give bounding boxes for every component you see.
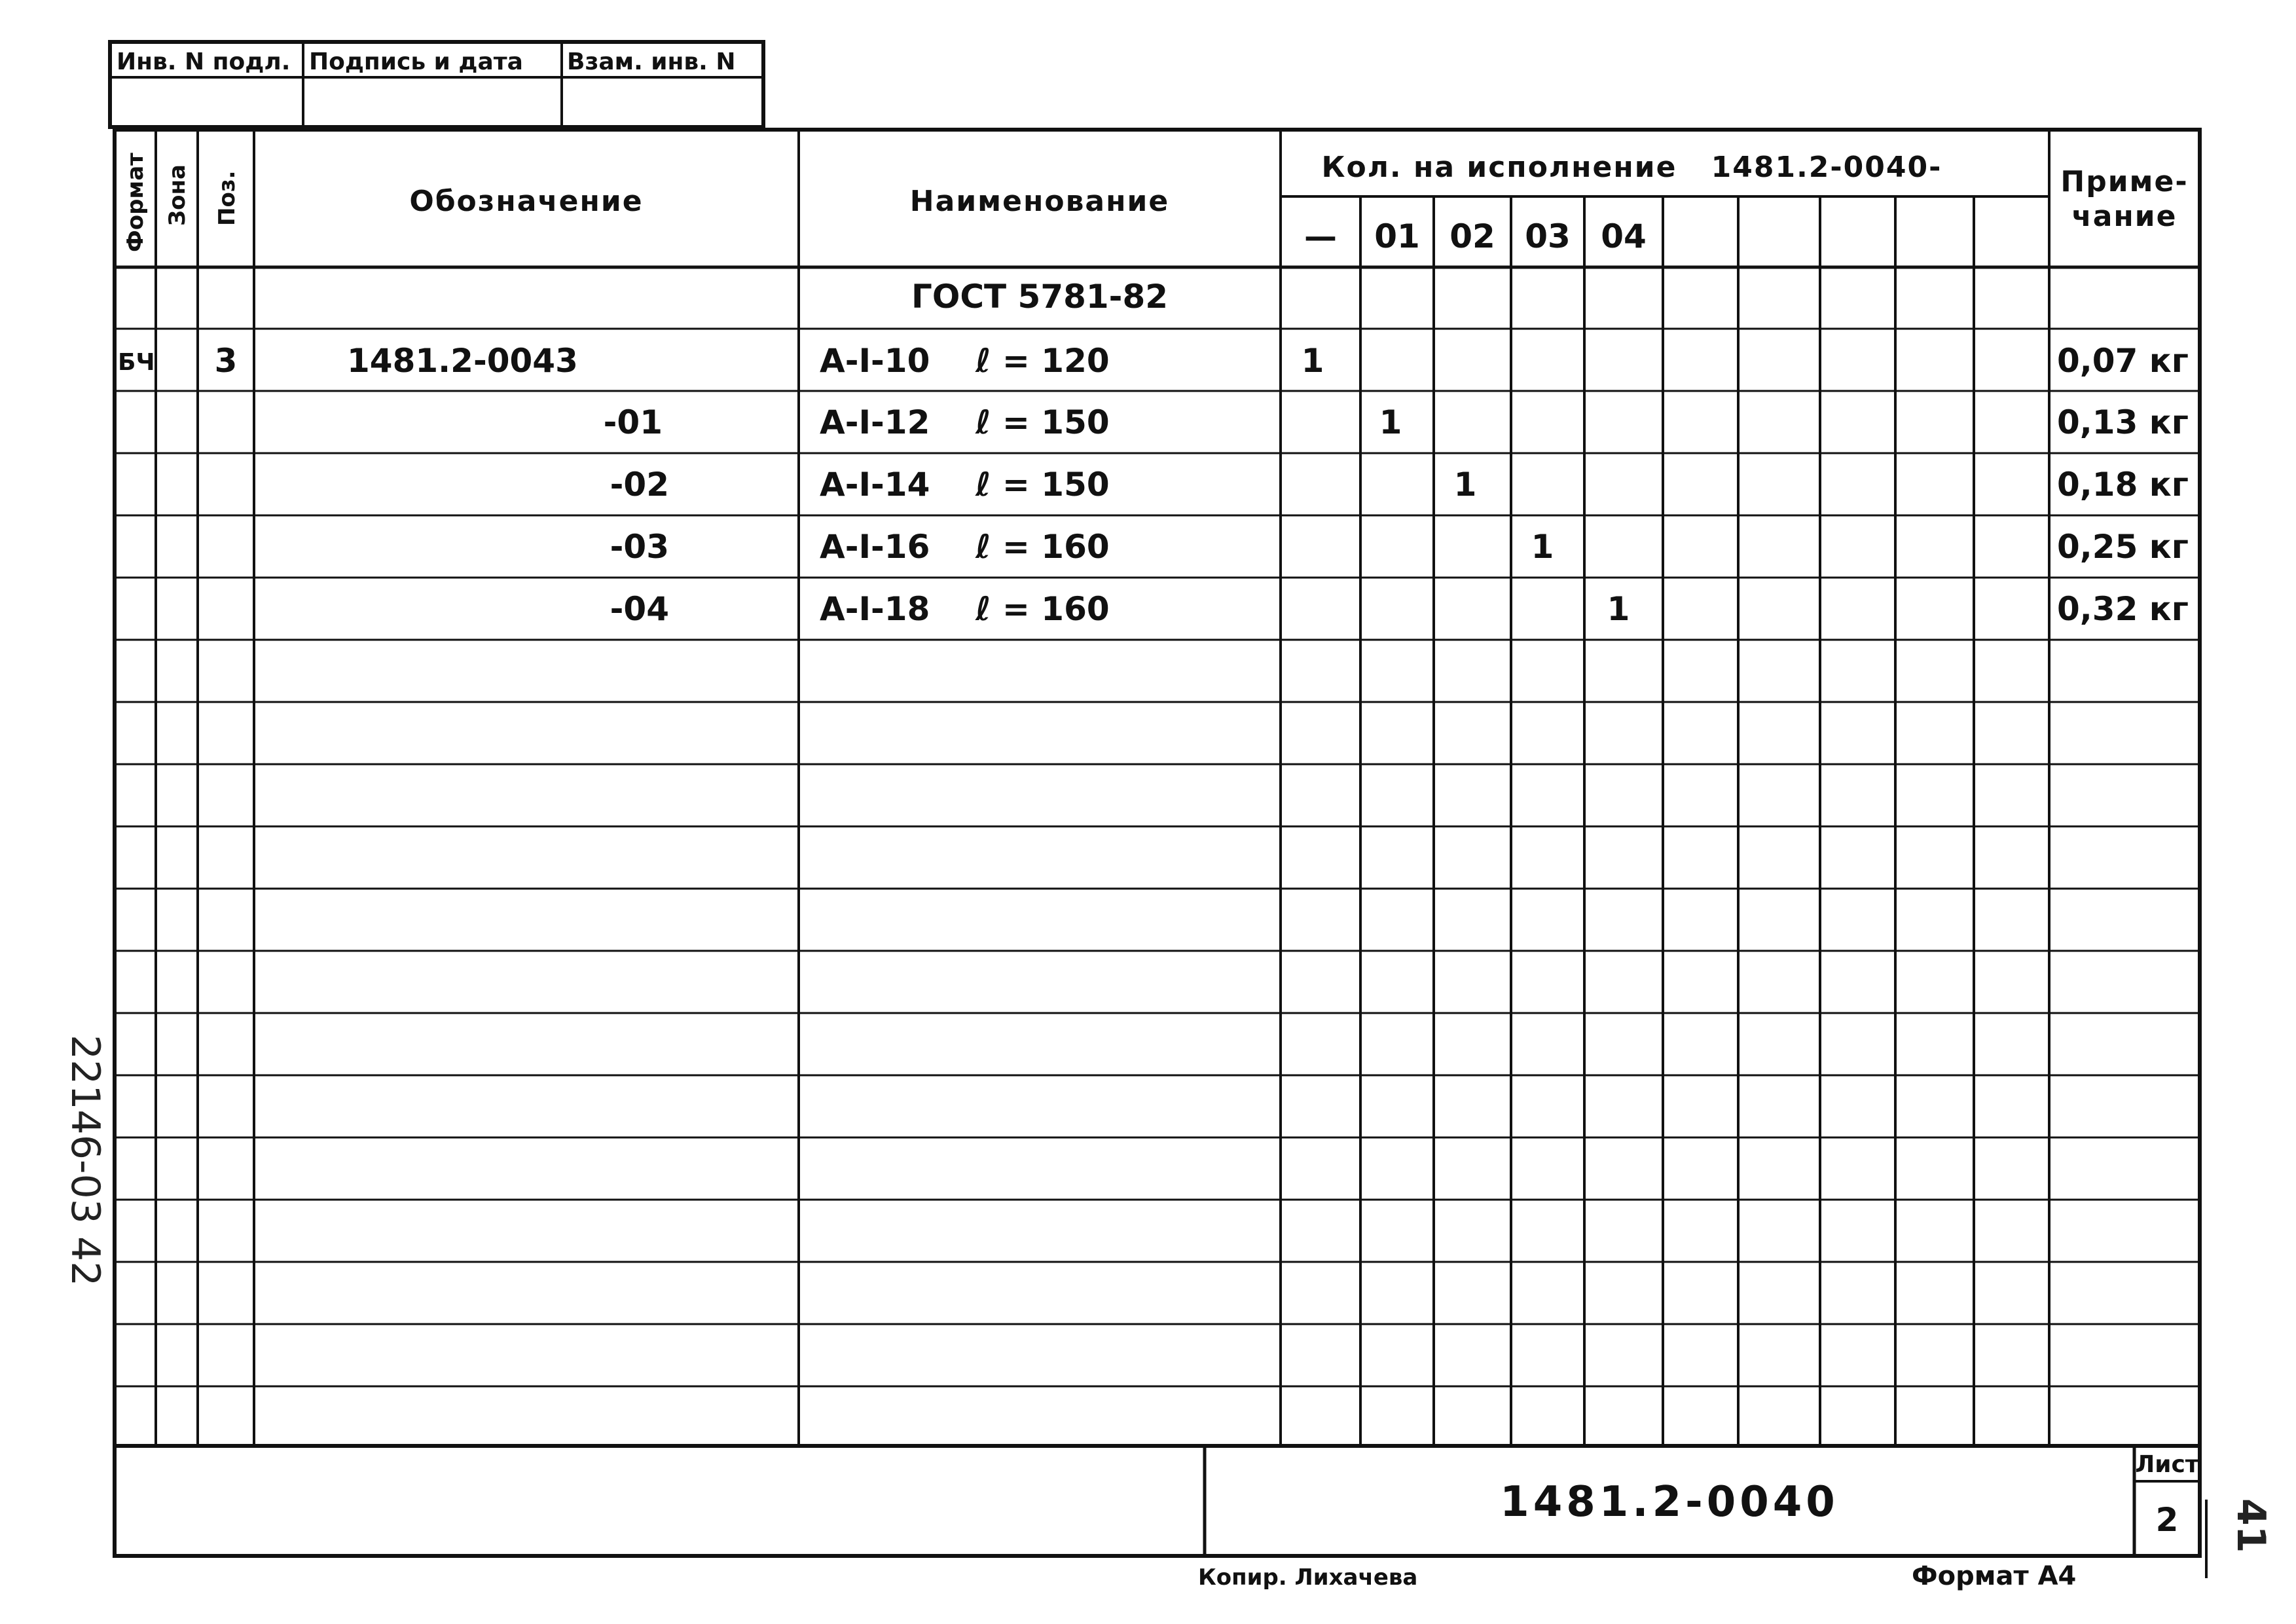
row-format: БЧ	[118, 349, 155, 376]
header-format: Формат	[122, 153, 149, 252]
row-1	[604, 403, 2189, 441]
row-qty: 1	[1301, 342, 1324, 380]
right-page-number: 41	[2228, 1498, 2274, 1553]
row-designation: -04	[610, 590, 669, 628]
row-name-grade: А-I-10	[820, 342, 930, 380]
footer-format: Формат А4	[1912, 1561, 2077, 1591]
stamp-replace-label: Взам. инв. N	[567, 48, 736, 75]
header-zone: Зона	[164, 164, 191, 226]
row-name-length: ℓ = 150	[975, 466, 1110, 504]
footer-copied: Копир. Лихачева	[1198, 1564, 1418, 1591]
row-name-grade: А-I-12	[820, 403, 930, 441]
header-note-1: Приме-	[2060, 165, 2189, 198]
row-name-length: ℓ = 160	[975, 528, 1110, 566]
row-note: 0,25 кг	[2057, 528, 2189, 566]
row-4	[610, 590, 2189, 628]
stamp-sign-label: Подпись и дата	[309, 48, 523, 75]
row-designation: -01	[603, 403, 663, 441]
doc-number: 1481.2-0040	[1500, 1478, 1839, 1526]
variant-01: 01	[1374, 217, 1420, 255]
header-qty-title: Кол. на исполнение	[1321, 151, 1677, 184]
section-standard: ГОСТ 5781-82	[911, 278, 1169, 316]
header-qty-doc: 1481.2-0040-	[1711, 151, 1942, 184]
row-name-grade: А-I-14	[820, 466, 930, 504]
row-designation: 1481.2-0043	[347, 342, 578, 380]
row-name-grade: А-I-16	[820, 528, 930, 566]
variant-02: 02	[1449, 217, 1495, 255]
row-designation: -03	[610, 528, 669, 566]
row-name-grade: А-I-18	[820, 590, 930, 628]
sheet-number: 2	[2155, 1501, 2179, 1539]
header-designation: Обозначение	[409, 185, 644, 218]
row-name-length: ℓ = 150	[975, 403, 1110, 441]
variant-base: —	[1304, 217, 1337, 255]
row-designation: -02	[610, 466, 669, 504]
row-note: 0,07 кг	[2057, 342, 2189, 380]
row-pos: 3	[214, 342, 238, 380]
row-2	[610, 466, 2189, 504]
row-name-length: ℓ = 120	[975, 342, 1110, 380]
row-0	[118, 342, 2189, 380]
variant-03: 03	[1525, 217, 1571, 255]
row-qty: 1	[1379, 403, 1402, 441]
left-handwritten-note: 22146-03 42	[62, 1035, 108, 1287]
row-qty: 1	[1453, 466, 1477, 504]
row-qty: 1	[1607, 590, 1630, 628]
stamp-inv-label: Инв. N подл.	[117, 48, 291, 75]
row-note: 0,18 кг	[2057, 466, 2189, 504]
row-name-length: ℓ = 160	[975, 590, 1110, 628]
row-qty: 1	[1531, 528, 1554, 566]
header-name: Наименование	[909, 185, 1170, 218]
row-3	[610, 528, 2189, 566]
row-note: 0,32 кг	[2057, 590, 2189, 628]
variant-04: 04	[1601, 217, 1647, 255]
sheet-label: Лист	[2135, 1451, 2199, 1478]
header-note-2: чание	[2071, 200, 2178, 233]
row-lines	[115, 329, 2200, 1386]
row-note: 0,13 кг	[2057, 403, 2189, 441]
column-lines	[156, 130, 2049, 1446]
header-pos: Поз.	[214, 170, 240, 226]
